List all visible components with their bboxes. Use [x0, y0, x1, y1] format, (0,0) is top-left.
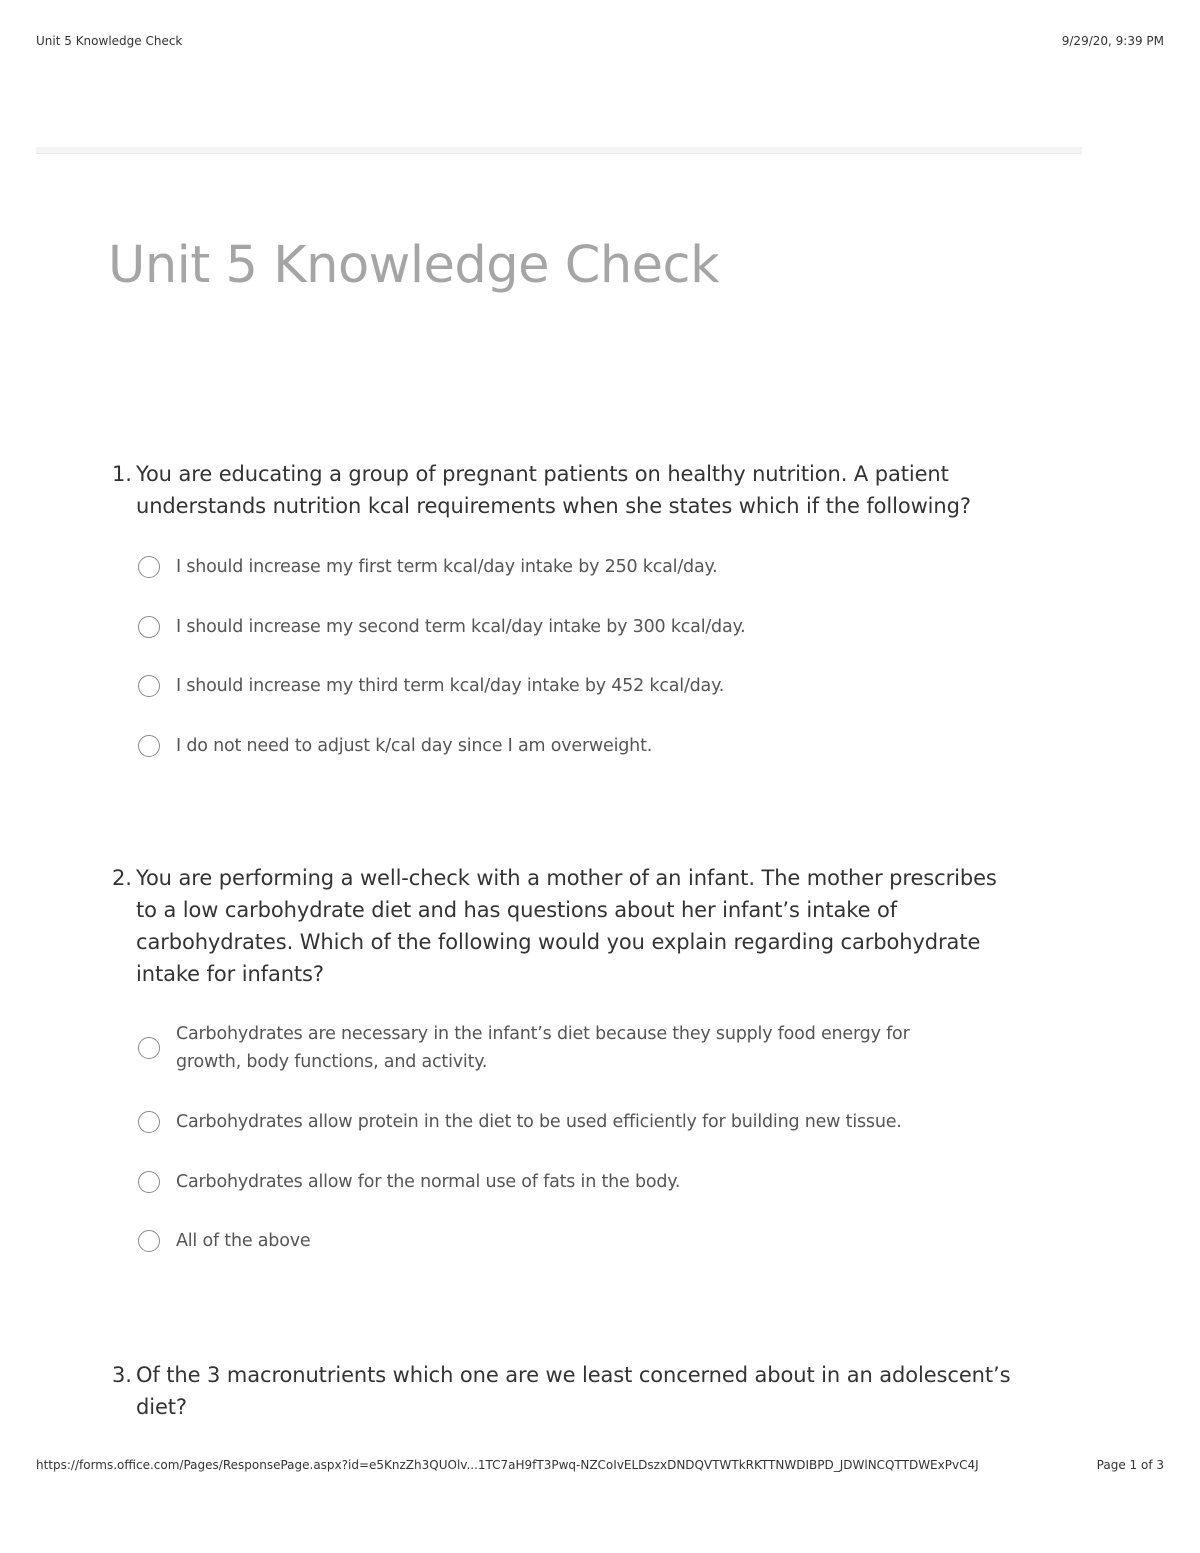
form-header-divider	[36, 147, 1082, 154]
question-3	[112, 1359, 1012, 1423]
radio-button[interactable]	[138, 1230, 160, 1252]
question-text: Of the 3 macronutrients which one are we least concerned about in an adolescent’s diet?	[136, 1363, 1011, 1419]
print-header-datetime: 9/29/20, 9:39 PM	[1061, 34, 1164, 48]
answer-option-label: Carbohydrates are necessary in the infant’s diet because they supply food energy for growth, body functions, and activity.	[176, 1024, 910, 1072]
question-text: You are educating a group of pregnant patients on healthy nutrition. A patient understands nutrition kcal requirements when she states which if the following?	[136, 462, 971, 518]
answer-option[interactable]	[138, 732, 956, 760]
answer-option-label: Carbohydrates allow protein in the diet to be used efficiently for building new tissue.	[176, 1112, 902, 1132]
radio-button[interactable]	[138, 556, 160, 578]
print-footer	[36, 1458, 1164, 1472]
print-header-title: Unit 5 Knowledge Check	[36, 34, 183, 48]
question-title	[112, 862, 1012, 990]
radio-button[interactable]	[138, 675, 160, 697]
answer-option-label: I should increase my first term kcal/day intake by 250 kcal/day.	[176, 557, 718, 577]
answer-option[interactable]	[138, 553, 956, 581]
form-title: Unit 5 Knowledge Check	[108, 236, 720, 295]
radio-button[interactable]	[138, 1111, 160, 1133]
answer-option-label: I should increase my third term kcal/day intake by 452 kcal/day.	[176, 676, 725, 696]
radio-button[interactable]	[138, 1171, 160, 1193]
answer-option[interactable]	[138, 613, 956, 641]
answer-option-label: I do not need to adjust k/cal day since I am overweight.	[176, 736, 653, 756]
question-number: 2.	[112, 866, 132, 890]
radio-button[interactable]	[138, 735, 160, 757]
question-number: 3.	[112, 1363, 132, 1387]
answer-option[interactable]	[138, 1108, 956, 1136]
question-1	[112, 458, 1012, 756]
question-2	[112, 862, 1012, 1251]
answer-option[interactable]	[138, 1227, 956, 1255]
answer-option-label: All of the above	[176, 1231, 311, 1251]
answer-option[interactable]	[138, 1020, 956, 1076]
question-title	[112, 1359, 1012, 1423]
answer-option[interactable]	[138, 672, 956, 700]
radio-button[interactable]	[138, 1037, 160, 1059]
print-footer-page: Page 1 of 3	[1096, 1458, 1164, 1472]
answer-option[interactable]	[138, 1168, 956, 1196]
radio-button[interactable]	[138, 616, 160, 638]
print-footer-url: https://forms.office.com/Pages/ResponsePage.aspx?id=e5KnzZh3QUOlv...1TC7aH9fT3Pwq-NZCoIvELDszxDNDQVTWTkRKTTNWDIBPD_JDWlNCQTTDWExPvC4J	[36, 1458, 979, 1472]
answer-option-label: Carbohydrates allow for the normal use of fats in the body.	[176, 1172, 681, 1192]
question-title	[112, 458, 1012, 522]
question-number: 1.	[112, 462, 132, 486]
answer-option-label: I should increase my second term kcal/day intake by 300 kcal/day.	[176, 617, 746, 637]
print-header	[36, 34, 1164, 48]
question-text: You are performing a well-check with a mother of an infant. The mother prescribes to a low carbohydrate diet and has questions about her infant’s intake of carbohydrates. Which of the following would you explain regarding carbohydrate intake for infants?	[136, 866, 997, 986]
